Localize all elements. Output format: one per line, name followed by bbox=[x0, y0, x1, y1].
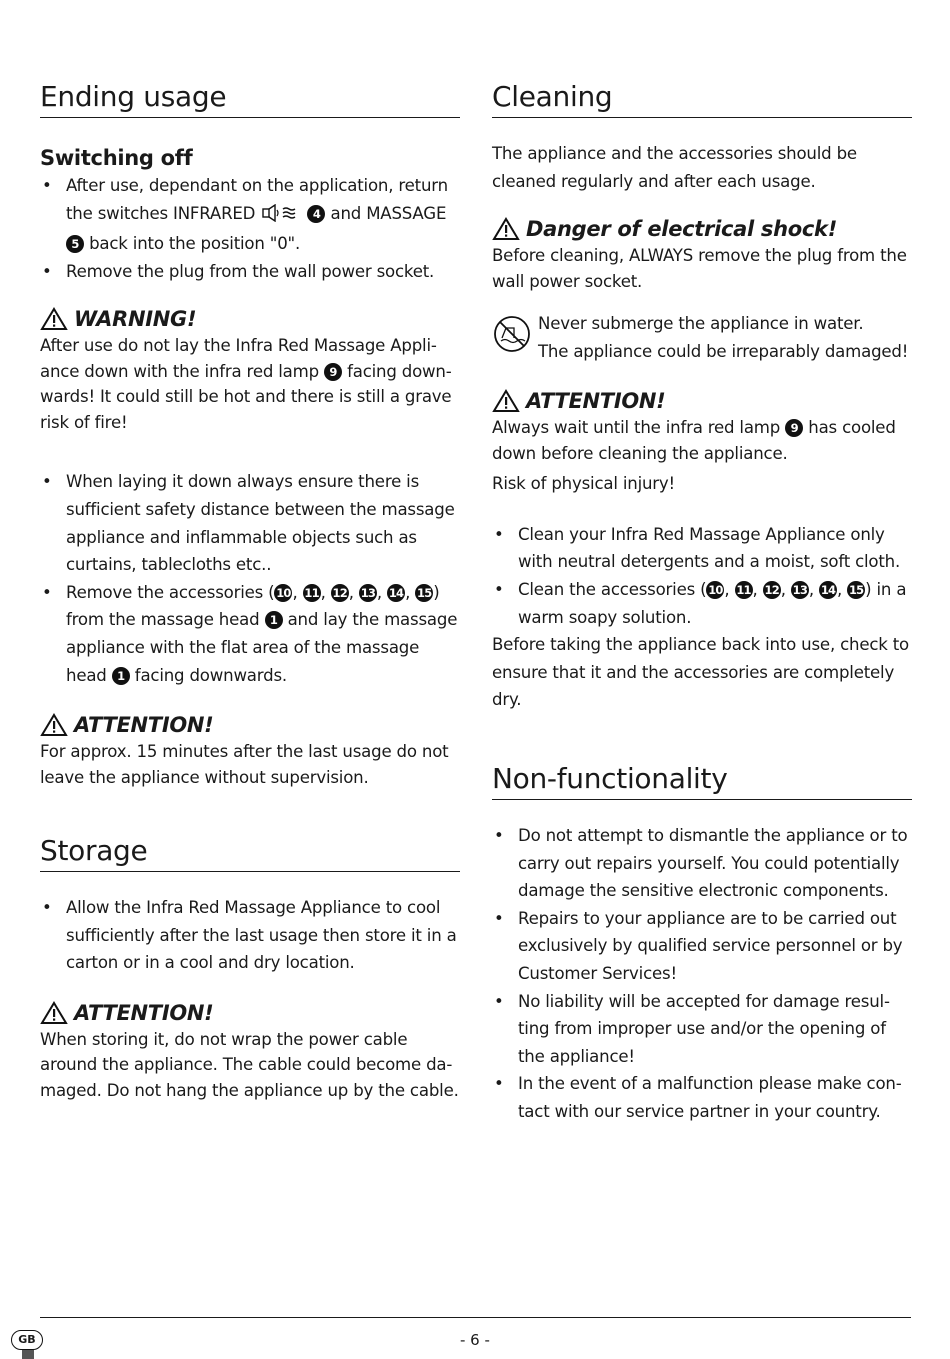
attention-heading: ATTENTION! bbox=[492, 389, 912, 413]
warning-heading: WARNING! bbox=[40, 307, 460, 331]
ref-number-10: 10 bbox=[708, 583, 723, 598]
ref-number-12: 12 bbox=[764, 583, 779, 598]
danger-text: Before cleaning, ALWAYS remove the plug from the wall power socket. bbox=[492, 246, 907, 291]
ref-number-11: 11 bbox=[736, 583, 751, 598]
list-item: • Clean your Infra Red Massage Appliance only with neutral detergents and a moist, soft cloth. bbox=[492, 521, 912, 576]
attention-heading: ATTENTION! bbox=[40, 713, 460, 737]
ending-usage-heading: Ending usage bbox=[40, 80, 460, 118]
right-column bbox=[492, 80, 912, 1126]
footer-rule bbox=[40, 1317, 911, 1318]
list-item: • Clean the accessories ( 10 , 11 , 12 , 13 , 14 , 15 ) in a warm soapy solution. bbox=[492, 576, 912, 631]
attention-text: Always wait until the infra red lamp 9 has cooled down before cleaning the appliance. bbox=[492, 418, 896, 463]
switching-off-list bbox=[40, 172, 460, 285]
list-item: • When laying it down always ensure there is sufficient safety distance between the massage appliance and inflammable objects such as curtains, tablecloths etc.. bbox=[40, 468, 460, 578]
ref-number-1: 1 bbox=[265, 611, 283, 629]
list-item: • Remove the plug from the wall power socket. bbox=[40, 258, 460, 286]
non-functionality-list bbox=[492, 822, 912, 1126]
non-functionality-heading: Non-functionality bbox=[492, 762, 912, 800]
warning-triangle-icon bbox=[492, 389, 520, 413]
list-item: • Repairs to your appliance are to be carried out exclusively by qualified service personnel or by Customer Services! bbox=[492, 905, 912, 988]
ref-number-10: 10 bbox=[276, 585, 291, 600]
submerge-line-1: Never submerge the appliance in water. bbox=[538, 314, 864, 334]
ref-number-5: 5 bbox=[66, 235, 84, 253]
country-badge: GB bbox=[11, 1330, 43, 1350]
no-submerge-notice bbox=[492, 310, 912, 365]
warning-triangle-icon bbox=[492, 217, 520, 241]
warning-triangle-icon bbox=[40, 307, 68, 331]
ref-number-12: 12 bbox=[332, 585, 347, 600]
infrared-symbol-icon bbox=[260, 203, 302, 231]
attention-text: For approx. 15 minutes after the last usage do not leave the appliance without supervision. bbox=[40, 742, 449, 787]
ref-number-13: 13 bbox=[360, 585, 376, 600]
list-item: • Do not attempt to dismantle the appliance or to carry out repairs yourself. You could potentially damage the sensitive electronic components. bbox=[492, 822, 912, 905]
left-column bbox=[40, 80, 460, 1103]
list-item: • In the event of a malfunction please make con-tact with our service partner in your country. bbox=[492, 1070, 912, 1125]
ref-number-11: 11 bbox=[304, 585, 319, 600]
warning-triangle-icon bbox=[40, 713, 68, 737]
warning-text: After use do not lay the Infra Red Massage Appli-ance down with the infra red lamp 9 facing down-wards! It could still be hot and there is still a grave risk of fire! bbox=[40, 336, 452, 432]
list-item: • Allow the Infra Red Massage Appliance to cool sufficiently after the last usage then store it in a carton or in a cool and dry location. bbox=[40, 894, 460, 977]
laying-down-list bbox=[40, 468, 460, 689]
country-tab-shadow bbox=[22, 1350, 34, 1359]
list-item: • After use, dependant on the application, return the switches INFRARED 4 and MASSAGE 5 back into the position "0". bbox=[40, 172, 460, 258]
attention-heading: ATTENTION! bbox=[40, 1001, 460, 1025]
list-item: • Remove the accessories ( 10 , 11 , 12 , 13 , 14 , 15 ) from the massage head 1 and lay the massage appliance with the flat area of the massage head 1 facing downwards. bbox=[40, 579, 460, 689]
ref-number-9: 9 bbox=[324, 363, 342, 381]
ref-number-9: 9 bbox=[785, 419, 803, 437]
ref-number-4: 4 bbox=[307, 205, 325, 223]
submerge-line-2: The appliance could be irreparably damaged! bbox=[538, 341, 909, 361]
list-item: • No liability will be accepted for damage resul-ting from improper use and/or the opening of the appliance! bbox=[492, 988, 912, 1071]
no-water-icon bbox=[492, 314, 532, 354]
ref-number-14: 14 bbox=[820, 583, 836, 598]
attention-text: When storing it, do not wrap the power cable around the appliance. The cable could become da-maged. Do not hang the appliance up by the cable. bbox=[40, 1029, 459, 1100]
cleaning-heading: Cleaning bbox=[492, 80, 912, 118]
ref-number-15: 15 bbox=[848, 583, 864, 598]
storage-heading: Storage bbox=[40, 834, 460, 872]
risk-text: Risk of physical injury! bbox=[492, 474, 675, 494]
before-use-text: Before taking the appliance back into use, check to ensure that it and the accessories are completely dry. bbox=[492, 635, 910, 710]
ref-number-15: 15 bbox=[417, 585, 432, 600]
cleaning-intro: The appliance and the accessories should be cleaned regularly and after each usage. bbox=[492, 144, 857, 191]
switching-off-heading: Switching off bbox=[40, 146, 193, 170]
warning-triangle-icon bbox=[40, 1001, 68, 1025]
danger-heading: Danger of electrical shock! bbox=[492, 217, 912, 241]
ref-number-14: 14 bbox=[388, 585, 404, 600]
storage-list bbox=[40, 894, 460, 977]
ref-number-13: 13 bbox=[792, 583, 808, 598]
page-number: - 6 - bbox=[460, 1331, 490, 1349]
ref-number-1: 1 bbox=[112, 667, 130, 685]
cleaning-list bbox=[492, 521, 912, 631]
